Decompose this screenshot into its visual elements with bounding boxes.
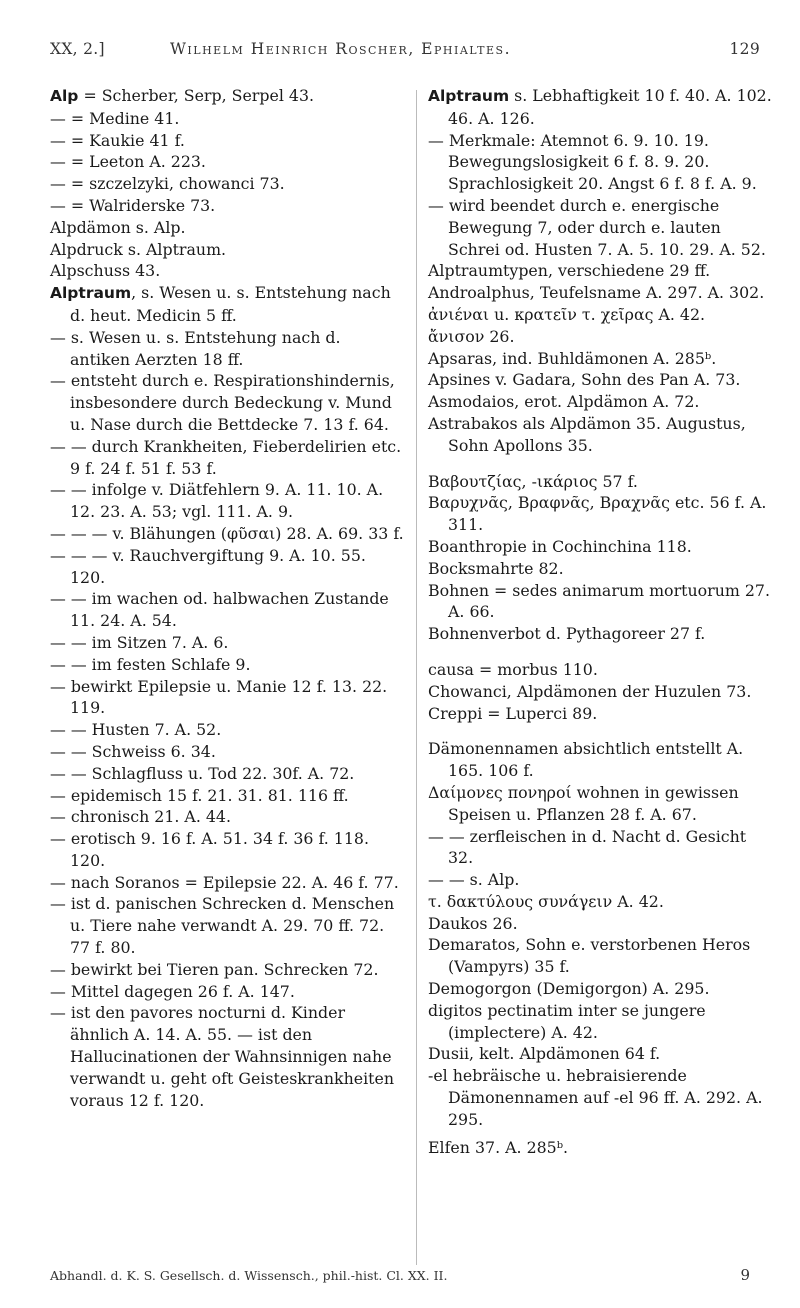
entry: — — — v. Blähungen (φῦσαι) 28. A. 69. 33 f. <box>50 523 404 543</box>
page-footer <box>50 1268 760 1283</box>
entry: Elfen 37. A. 285ᵇ. <box>428 1137 569 1157</box>
entry: Alpdruck s. Alptraum. <box>50 239 227 259</box>
entry: Daukos 26. <box>428 913 518 933</box>
column-divider <box>416 90 417 1265</box>
right-column <box>428 85 773 1158</box>
entry: Dusii, kelt. Alpdämonen 64 f. <box>428 1044 661 1064</box>
entry: Asmodaios, erot. Alpdämon A. 72. <box>428 392 700 412</box>
entry: Boanthropie in Cochinchina 118. <box>428 536 692 556</box>
entry: Apsines v. Gadara, Sohn des Pan A. 73. <box>428 370 741 390</box>
entry <box>50 282 405 327</box>
entry: -el hebräische u. hebraisierende Dämonennamen auf -el 96 ff. A. 292. A. 295. <box>428 1066 763 1129</box>
entry: Demogorgon (Demigorgon) A. 295. <box>428 979 710 999</box>
entry: Alpdämon s. Alp. <box>50 217 186 237</box>
entry-text: = Scherber, Serp, Serpel 43. <box>83 86 315 105</box>
entry: Βαρυχνᾶς, Βραφνᾶς, Βραχνᾶς etc. 56 f. A. 311. <box>428 493 767 535</box>
entry: — chronisch 21. A. 44. <box>50 807 231 827</box>
entry: — = Kaukie 41 f. <box>50 130 185 150</box>
entry: — ist den pavores nocturni d. Kinder ähnlich A. 14. A. 55. — ist den Hallucinationen der Wahnsinnigen nahe verwandt u. geht oft Geisteskrankheiten voraus 12 f. 120. <box>50 1003 395 1110</box>
entry: — s. Wesen u. s. Entstehung nach d. antiken Aerzten 18 ff. <box>50 327 341 369</box>
entry: causa = morbus 110. <box>428 659 598 679</box>
spacer <box>428 645 773 659</box>
entry: — Mittel dagegen 26 f. A. 147. <box>50 981 295 1001</box>
footer-citation: Abhandl. d. K. S. Gesellsch. d. Wissensch., phil.-hist. Cl. XX. II. <box>50 1268 448 1283</box>
entry <box>50 85 405 108</box>
entry: Astrabakos als Alpdämon 35. Augustus, Sohn Apollons 35. <box>428 413 746 455</box>
entry: — nach Soranos = Epilepsie 22. A. 46 f. 77. <box>50 872 399 892</box>
entry: — — — v. Rauchvergiftung 9. A. 10. 55. 120. <box>50 545 366 587</box>
entry: — erotisch 9. 16 f. A. 51. 34 f. 36 f. 118. 120. <box>50 829 369 870</box>
entry: — ist d. panischen Schrecken d. Menschen u. Tiere nahe verwandt A. 29. 70 ff. 72. 77 f. 80. <box>50 894 395 958</box>
entry: — — zerfleischen in d. Nacht d. Gesicht 32. <box>428 826 747 868</box>
page-number: 129 <box>729 40 760 58</box>
entry: — Merkmale: Atemnot 6. 9. 10. 19. Bewegungslosigkeit 6 f. 8. 9. 20. Sprachlosigkeit 20. Angst 6 f. 8 f. A. 9. <box>428 130 757 194</box>
entry: Alpschuss 43. <box>50 261 161 281</box>
entry: — = Walriderske 73. <box>50 195 216 215</box>
entry: Demaratos, Sohn e. verstorbenen Heros (Vampyrs) 35 f. <box>428 935 751 977</box>
entry: digitos pectinatim inter se jungere (implectere) A. 42. <box>428 1000 706 1042</box>
entry: — — infolge v. Diätfehlern 9. A. 11. 10. A. 12. 23. A. 53; vgl. 111. A. 9. <box>50 480 384 522</box>
entry: — — im festen Schlafe 9. <box>50 654 251 674</box>
entry-headword: Alptraum <box>50 284 132 303</box>
entry-headword: Alp <box>50 87 79 105</box>
entry: — entsteht durch e. Respirationshindernis, insbesondere durch Bedeckung v. Mund u. Nase durch die Bettdecke 7. 13 f. 64. <box>50 371 395 434</box>
entry: — = Medine 41. <box>50 108 180 128</box>
entry: Dämonennamen absichtlich entstellt A. 165. 106 f. <box>428 739 744 781</box>
entry-text: , s. Wesen u. s. Entstehung nach d. heut. Medicin 5 ff. <box>70 283 391 325</box>
entry: Creppi = Luperci 89. <box>428 703 598 723</box>
entry: Bocksmahrte 82. <box>428 558 564 578</box>
entry: — epidemisch 15 f. 21. 31. 81. 116 ff. <box>50 785 349 805</box>
entry: — — im wachen od. halbwachen Zustande 11. 24. A. 54. <box>50 589 389 631</box>
spacer <box>428 457 773 471</box>
entry: Δαίμονες πονηροί wohnen in gewissen Speisen u. Pflanzen 28 f. A. 67. <box>428 782 739 824</box>
author-title: Wilhelm Heinrich Roscher, Ephialtes. <box>170 40 512 58</box>
entry-headword: Alptraum <box>428 87 510 105</box>
entry: ἄνισον 26. <box>428 326 515 346</box>
entry: — — im Sitzen 7. A. 6. <box>50 632 229 652</box>
entry: — — s. Alp. <box>428 870 520 890</box>
entry: — bewirkt Epilepsie u. Manie 12 f. 13. 22. 119. <box>50 676 388 718</box>
volume-label: XX, 2.] <box>50 40 105 58</box>
entry: — = szczelzyki, chowanci 73. <box>50 174 285 194</box>
running-header <box>50 40 760 66</box>
entry: Apsaras, ind. Buhldämonen A. 285ᵇ. <box>428 348 717 368</box>
entry: Bohnenverbot d. Pythagoreer 27 f. <box>428 624 706 644</box>
entry: Androalphus, Teufelsname A. 297. A. 302. <box>428 283 765 303</box>
entry: — = Leeton A. 223. <box>50 152 206 172</box>
entry: Chowanci, Alpdämonen der Huzulen 73. <box>428 681 752 701</box>
entry: — — Husten 7. A. 52. <box>50 720 222 740</box>
entry: — wird beendet durch e. energische Bewegung 7, oder durch e. lauten Schrei od. Husten 7. A. 5. 10. 29. A. 52. <box>428 195 766 259</box>
entry-text: s. Lebhaftigkeit 10 f. 40. A. 102. 46. A. 126. <box>448 86 772 128</box>
spacer <box>428 724 773 738</box>
entry: ἀνιέναι u. κρατεῖν τ. χεῖρας A. 42. <box>428 304 706 324</box>
entry: — — durch Krankheiten, Fieberdelirien etc. 9 f. 24 f. 51 f. 53 f. <box>50 436 402 478</box>
entry: — — Schlagfluss u. Tod 22. 30f. A. 72. <box>50 763 355 783</box>
entry: — bewirkt bei Tieren pan. Schrecken 72. <box>50 959 379 979</box>
entry: Bohnen = sedes animarum mortuorum 27. A. 66. <box>428 580 771 622</box>
entry: Alptraumtypen, verschiedene 29 ff. <box>428 261 711 281</box>
entry: Βαβουτζίας, -ικάριος 57 f. <box>428 471 638 491</box>
signature-mark: 9 <box>740 1266 750 1284</box>
entry <box>428 85 773 130</box>
entry: — — Schweiss 6. 34. <box>50 741 216 761</box>
entry: τ. δακτύλους συνάγειν A. 42. <box>428 891 664 911</box>
left-column <box>50 85 405 1111</box>
